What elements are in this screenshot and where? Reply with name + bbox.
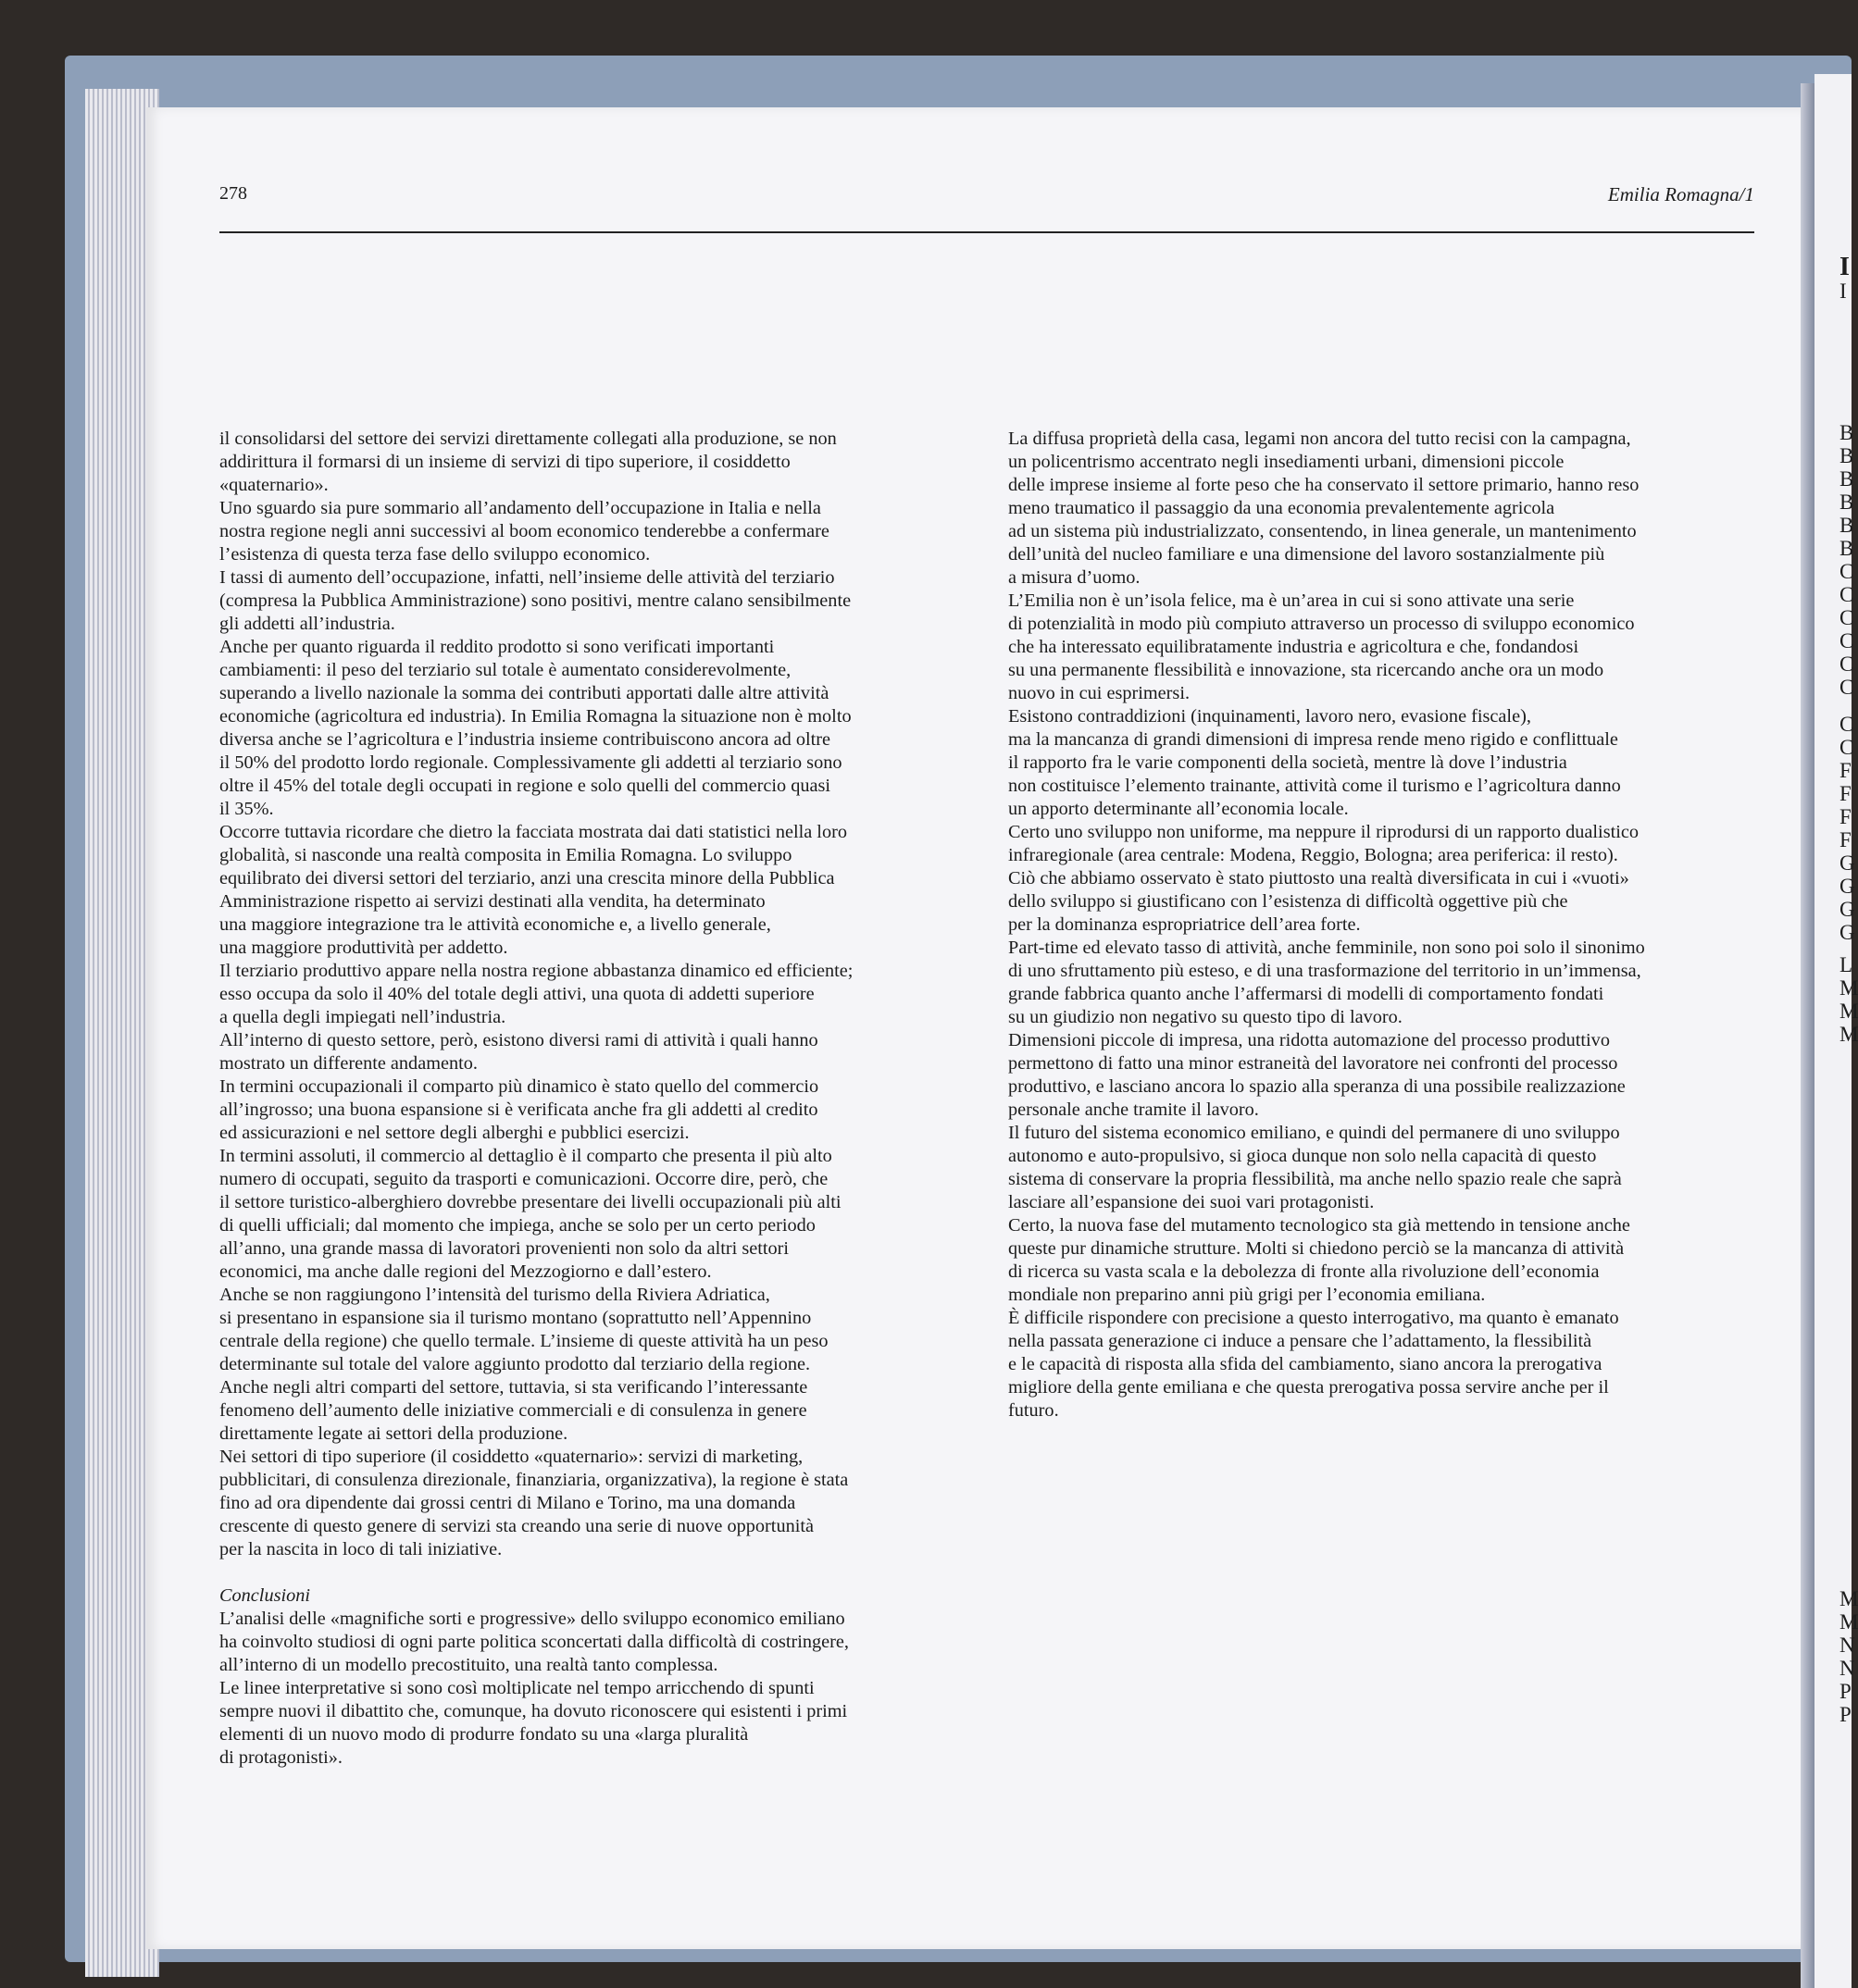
- text-line: ha coinvolto studiosi di ogni parte politica sconcertati dalla difficoltà di costringere,: [219, 1632, 849, 1652]
- header-rule: [219, 231, 1754, 233]
- text-line: ed assicurazioni e nel settore degli alberghi e pubblici esercizi.: [219, 1123, 690, 1143]
- text-line: all’interno di un modello precostituito, una realtà tanto complessa.: [219, 1655, 718, 1675]
- text-line: Dimensioni piccole di impresa, una ridotta automazione del processo produttivo: [1008, 1030, 1610, 1050]
- text-line: migliore della gente emiliana e che questa prerogativa possa servire anche per il: [1008, 1377, 1609, 1398]
- text-line: su una permanente flessibilità e innovazione, sta ricercando anche ora un modo: [1008, 660, 1604, 680]
- text-line: si presentano in espansione sia il turismo montano (soprattutto nell’Appennino: [219, 1308, 812, 1328]
- text-line: L’Emilia non è un’isola felice, ma è un’area in cui si sono attivate una serie: [1008, 590, 1575, 611]
- text-line: l’esistenza di questa terza fase dello sviluppo economico.: [219, 544, 651, 565]
- text-line: centrale della regione) che quello termale. L’insieme di queste attività ha un peso: [219, 1331, 829, 1351]
- text-line: I tassi di aumento dell’occupazione, infatti, nell’insieme delle attività del terziario: [219, 567, 835, 588]
- right-column: [1008, 428, 1645, 1423]
- text-line: mondiale non preparino anni più grigi per l’economia emiliana.: [1008, 1285, 1486, 1305]
- text-line: cambiamenti: il peso del terziario sul totale è aumentato considerevolmente,: [219, 660, 792, 680]
- text-line: il 35%.: [219, 799, 274, 819]
- text-line: produttivo, e lasciano ancora lo spazio alla speranza di una possibile realizzazione: [1008, 1076, 1626, 1097]
- facing-page-letter: F: [1839, 759, 1852, 782]
- facing-page-letter: F: [1839, 828, 1852, 851]
- text-line: economiche (agricoltura ed industria). In Emilia Romagna la situazione non è molto: [219, 706, 852, 727]
- section-gap: [219, 1561, 853, 1584]
- facing-page-letter: I: [1839, 280, 1847, 303]
- text-line: Uno sguardo sia pure sommario all’andamento dell’occupazione in Italia e nella: [219, 498, 821, 518]
- facing-page-letter: G: [1839, 851, 1855, 875]
- text-line: non costituisce l’elemento trainante, attività come il turismo e l’agricoltura danno: [1008, 776, 1621, 796]
- text-line: fino ad ora dipendente dai grossi centri di Milano e Torino, ma una domanda: [219, 1493, 796, 1513]
- facing-page-letter: B: [1839, 537, 1854, 560]
- facing-page-letter: M: [1839, 1023, 1858, 1046]
- text-line: «quaternario».: [219, 475, 329, 495]
- text-line: di ricerca su vasta scala e la debolezza di fronte alla rivoluzione dell’economia: [1008, 1261, 1600, 1282]
- facing-page-letter: P: [1839, 1680, 1852, 1703]
- facing-page-letter: C: [1839, 629, 1854, 652]
- text-line: una maggiore integrazione tra le attività economiche e, a livello generale,: [219, 914, 771, 935]
- facing-page-letter: B: [1839, 491, 1854, 514]
- facing-page-letter: M: [1839, 1000, 1858, 1023]
- text-line: direttamente legate ai settori della produzione.: [219, 1423, 568, 1444]
- book-gutter: [1801, 83, 1815, 1988]
- text-line: nella passata generazione ci induce a pensare che l’adattamento, la flessibilità: [1008, 1331, 1592, 1351]
- facing-page-letter: G: [1839, 898, 1855, 921]
- facing-page-letter: F: [1839, 805, 1852, 828]
- text-line: per la nascita in loco di tali iniziative.: [219, 1539, 503, 1559]
- text-line: Anche per quanto riguarda il reddito prodotto si sono verificati importanti: [219, 637, 775, 657]
- text-line: Certo uno sviluppo non uniforme, ma neppure il riprodursi di un rapporto dualistico: [1008, 822, 1639, 842]
- left-column: [219, 428, 853, 1770]
- text-line: gli addetti all’industria.: [219, 614, 395, 634]
- text-line: lasciare all’espansione dei suoi vari protagonisti.: [1008, 1192, 1375, 1212]
- text-line: di quelli ufficiali; dal momento che impiega, anche se solo per un certo periodo: [219, 1215, 816, 1236]
- text-line: nuovo in cui esprimersi.: [1008, 683, 1191, 703]
- text-line: diversa anche se l’agricoltura e l’industria insieme contribuiscono ancora ad oltre: [219, 729, 831, 750]
- text-line: mostrato un differente andamento.: [219, 1053, 478, 1074]
- facing-page-letter: F: [1839, 782, 1852, 805]
- facing-page-letter: M: [1839, 1610, 1858, 1634]
- text-line: meno traumatico il passaggio da una economia prevalentemente agricola: [1008, 498, 1555, 518]
- text-line: numero di occupati, seguito da trasporti e comunicazioni. Occorre dire, però, che: [219, 1169, 829, 1189]
- text-line: per la dominanza espropriatrice dell’area forte.: [1008, 914, 1361, 935]
- text-line: di uno sfruttamento più esteso, e di una trasformazione del territorio in un’immensa,: [1008, 961, 1641, 981]
- running-title: Emilia Romagna/1: [1607, 183, 1754, 205]
- text-line: dello sviluppo si giustificano con l’esistenza di difficoltà oggettive più che: [1008, 891, 1568, 912]
- text-line: all’ingrosso; una buona espansione si è verificata anche fra gli addetti al credito: [219, 1100, 818, 1120]
- text-line: In termini assoluti, il commercio al dettaglio è il comparto che presenta il più alto: [219, 1146, 832, 1166]
- facing-page-letter: C: [1839, 652, 1854, 676]
- text-line: di potenzialità in modo più compiuto attraverso un processo di sviluppo economico: [1008, 614, 1635, 634]
- text-line: di protagonisti».: [219, 1747, 343, 1768]
- text-line: addirittura il formarsi di un insieme di servizi di tipo superiore, il cosiddetto: [219, 452, 791, 472]
- text-line: equilibrato dei diversi settori del terziario, anzi una crescita minore della Pubblica: [219, 868, 835, 888]
- text-line: ad un sistema più industrializzato, consentendo, in linea generale, un mantenimento: [1008, 521, 1637, 541]
- page-number: 278: [219, 183, 247, 204]
- text-line: a misura d’uomo.: [1008, 567, 1141, 588]
- text-line: un apporto determinante all’economia locale.: [1008, 799, 1349, 819]
- facing-page-letter: N: [1839, 1634, 1855, 1657]
- text-line: infraregionale (area centrale: Modena, Reggio, Bologna; area periferica: il resto).: [1008, 845, 1618, 865]
- facing-page-letter: L: [1839, 953, 1853, 976]
- facing-page-letter: C: [1839, 676, 1854, 699]
- text-line: che ha interessato equilibratamente industria e agricoltura e che, fondandosi: [1008, 637, 1579, 657]
- facing-page-letter: C: [1839, 713, 1854, 736]
- facing-page-letter: P: [1839, 1703, 1852, 1726]
- facing-page-letter: G: [1839, 921, 1855, 944]
- text-line: crescente di questo genere di servizi sta creando una serie di nuove opportunità: [219, 1516, 814, 1536]
- text-line: dell’unità del nucleo familiare e una dimensione del lavoro sostanzialmente più: [1008, 544, 1605, 565]
- text-line: elementi di un nuovo modo di produrre fondato su una «larga pluralità: [219, 1724, 749, 1745]
- text-line: In termini occupazionali il comparto più dinamico è stato quello del commercio: [219, 1076, 819, 1097]
- text-line: il settore turistico-alberghiero dovrebbe presentare dei livelli occupazionali più alti: [219, 1192, 842, 1212]
- text-line: Esistono contraddizioni (inquinamenti, lavoro nero, evasione fiscale),: [1008, 706, 1531, 727]
- text-line: globalità, si nasconde una realtà composita in Emilia Romagna. Lo sviluppo: [219, 845, 792, 865]
- text-line: fenomeno dell’aumento delle iniziative commerciali e di consulenza in genere: [219, 1400, 807, 1421]
- text-line: superando a livello nazionale la somma dei contributi apportati dalle altre attività: [219, 683, 829, 703]
- text-line: Le linee interpretative si sono così moltiplicate nel tempo arricchendo di spunti: [219, 1678, 815, 1698]
- facing-page-letter: B: [1839, 514, 1854, 537]
- text-line: esso occupa da solo il 40% del totale degli attivi, una quota di addetti superiore: [219, 984, 815, 1004]
- text-line: Anche negli altri comparti del settore, tuttavia, si sta verificando l’interessante: [219, 1377, 808, 1398]
- facing-page-letter: I: [1839, 253, 1850, 281]
- text-line: e le capacità di risposta alla sfida del cambiamento, siano ancora la prerogativa: [1008, 1354, 1602, 1374]
- text-line: Il terziario produttivo appare nella nostra regione abbastanza dinamico ed efficiente;: [219, 961, 854, 981]
- text-line: queste pur dinamiche strutture. Molti si chiedono perciò se la mancanza di attività: [1008, 1238, 1625, 1259]
- text-line: pubblicitari, di consulenza direzionale, finanziaria, organizzativa), la regione è stata: [219, 1470, 849, 1490]
- text-line: il 50% del prodotto lordo regionale. Complessivamente gli addetti al terziario sono: [219, 752, 842, 773]
- text-line: il rapporto fra le varie componenti della società, mentre là dove l’industria: [1008, 752, 1567, 773]
- facing-page-letter: B: [1839, 444, 1854, 467]
- text-line: sempre nuovi il dibattito che, comunque, ha dovuto riconoscere qui esistenti i primi: [219, 1701, 848, 1721]
- text-line: autonomo e auto-propulsivo, si gioca dunque non solo nella capacità di questo: [1008, 1146, 1597, 1166]
- text-line: È difficile rispondere con precisione a questo interrogativo, ma quanto è emanato: [1008, 1308, 1619, 1328]
- text-line: il consolidarsi del settore dei servizi direttamente collegati alla produzione, se non: [219, 429, 837, 449]
- facing-page-letter: C: [1839, 560, 1854, 583]
- text-line: L’analisi delle «magnifiche sorti e progressive» dello sviluppo economico emiliano: [219, 1609, 845, 1629]
- text-line: grande fabbrica quanto anche l’affermarsi di modelli di comportamento fondati: [1008, 984, 1604, 1004]
- text-line: oltre il 45% del totale degli occupati in regione e solo quelli del commercio quasi: [219, 776, 831, 796]
- text-line: ma la mancanza di grandi dimensioni di impresa rende meno rigido e conflittuale: [1008, 729, 1618, 750]
- facing-page-letter: M: [1839, 1587, 1858, 1610]
- text-line: Amministrazione rispetto ai servizi destinati alla vendita, ha determinato: [219, 891, 766, 912]
- facing-page-letter: C: [1839, 606, 1854, 629]
- text-line: La diffusa proprietà della casa, legami non ancora del tutto recisi con la campagna,: [1008, 429, 1631, 449]
- facing-page-fragment: [1814, 74, 1858, 1988]
- text-line: nostra regione negli anni successivi al boom economico tenderebbe a confermare: [219, 521, 829, 541]
- text-line: sistema di conservare la propria flessibilità, ma anche nello spazio reale che saprà: [1008, 1169, 1622, 1189]
- text-line: personale anche tramite il lavoro.: [1008, 1100, 1259, 1120]
- text-line: economici, ma anche dalle regioni del Mezzogiorno e dall’estero.: [219, 1261, 712, 1282]
- text-line: delle imprese insieme al forte peso che ha conservato il settore primario, hanno reso: [1008, 475, 1640, 495]
- facing-page-letter: N: [1839, 1657, 1855, 1680]
- text-line: Il futuro del sistema economico emiliano, e quindi del permanere di uno sviluppo: [1008, 1123, 1620, 1143]
- text-line: su un giudizio non negativo su questo tipo di lavoro.: [1008, 1007, 1403, 1027]
- text-line: Ciò che abbiamo osservato è stato piuttosto una realtà diversificata in cui i «vuoti»: [1008, 868, 1629, 888]
- facing-page-letter: C: [1839, 736, 1854, 759]
- text-line: a quella degli impiegati nell’industria.: [219, 1007, 506, 1027]
- text-line: Nei settori di tipo superiore (il cosiddetto «quaternario»: servizi di marketing,: [219, 1447, 804, 1467]
- text-line: permettono di fatto una minor estraneità del lavoratore nei confronti del processo: [1008, 1053, 1618, 1074]
- facing-page-letter: M: [1839, 976, 1858, 1000]
- facing-page-letter: C: [1839, 583, 1854, 606]
- section-heading: Conclusioni: [219, 1585, 311, 1606]
- text-line: all’anno, una grande massa di lavoratori provenienti non solo da altri settori: [219, 1238, 790, 1259]
- facing-page-letter: G: [1839, 875, 1855, 898]
- text-line: Certo, la nuova fase del mutamento tecnologico sta già mettendo in tensione anche: [1008, 1215, 1630, 1236]
- text-line: Occorre tuttavia ricordare che dietro la facciata mostrata dai dati statistici nella loro: [219, 822, 847, 842]
- text-line: un policentrismo accentrato negli insediamenti urbani, dimensioni piccole: [1008, 452, 1565, 472]
- text-line: Anche se non raggiungono l’intensità del turismo della Riviera Adriatica,: [219, 1285, 770, 1305]
- facing-page-letter: B: [1839, 421, 1854, 444]
- text-line: futuro.: [1008, 1400, 1059, 1421]
- text-line: una maggiore produttività per addetto.: [219, 938, 508, 958]
- facing-page-letter: B: [1839, 467, 1854, 491]
- text-line: All’interno di questo settore, però, esistono diversi rami di attività i quali hanno: [219, 1030, 818, 1050]
- text-line: determinante sul totale del valore aggiunto prodotto dal terziario della regione.: [219, 1354, 811, 1374]
- text-line: Part-time ed elevato tasso di attività, anche femminile, non sono poi solo il sinonimo: [1008, 938, 1645, 958]
- text-line: (compresa la Pubblica Amministrazione) sono positivi, mentre calano sensibilmente: [219, 590, 852, 611]
